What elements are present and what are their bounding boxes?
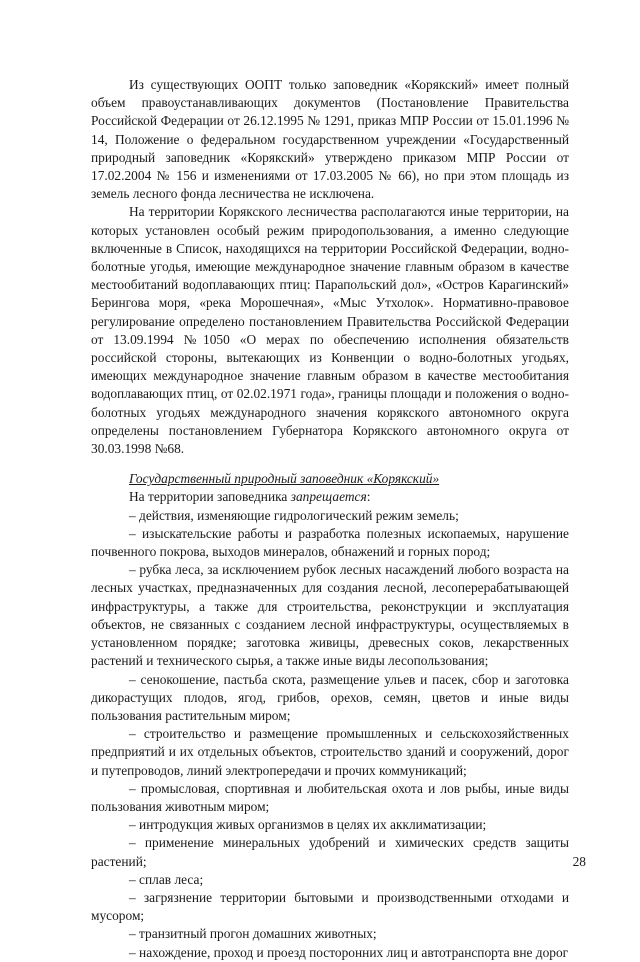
list-item: – сенокошение, пастьба скота, размещение ульев и пасек, сбор и заготовка дикорастущих плодов, ягод, грибов, орехов, семян, цветов и иные виды пользования растительным миром; <box>91 671 569 723</box>
prohibitions-list <box>91 507 569 962</box>
list-item: – применение минеральных удобрений и химических средств защиты растений; <box>91 835 569 869</box>
list-item: – рубка леса, за исключением рубок лесных насаждений любого возраста на лесных участках, предназначенных для создания лесной, лесоперерабатывающей инфраструктуры, а также для строительства, реконструкции и эксплуатация объектов, не связанных с созданием лесной инфраструктуры, осуществляемых в установленном порядке; заготовка живицы, древесных соков, лекарственных растений и технического сырья, а также иные виды лесопользования; <box>91 562 569 669</box>
page-number: 28 <box>572 854 586 869</box>
list-item: – транзитный прогон домашних животных; <box>129 926 377 942</box>
list-item: – нахождение, проход и проезд посторонних лиц и автотранспорта вне дорог <box>129 944 569 960</box>
list-item: – интродукция живых организмов в целях их акклиматизации; <box>129 817 487 833</box>
list-item: – сплав леса; <box>129 871 204 887</box>
paragraph-reserve-documents: Из существующих ООПТ только заповедник «Корякский» имеет полный объем правоустанавливающих документов (Постановление Правительства Российской Федерации от 26.12.1995 № 1291, приказ МПР России от 15.01.1996 № 14, Положение о федеральном государственном учреждении «Государственный природный заповедник «Корякский» утверждено приказом МПР России от 17.02.2004 № 156 и изменениями от 17.03.2005 № 66), но при этом площадь из земель лесного фонда лесничества не исключена. <box>91 77 569 202</box>
prohibitions-intro <box>91 488 569 506</box>
paragraph-wetlands: На территории Корякского лесничества располагаются иные территории, на которых установлен особый режим природопользования, а именно следующие включенные в Список, находящихся на территории Российской Федерации, водно-болотные угодья, имеющие международное значение главным образом в качестве местообитаний водоплавающих птиц: Парапольский дол», «Остров Карагинский» Берингова моря, «река Морошечная», «Мыс Утхолок». Нормативно-правовое регулирование определено постановлением Правительства Российской Федерации от 13.09.1994 №1050 «О мерах по обеспечению исполнения обязательств российской стороны, вытекающих из Конвенции о водно-болотных угодьях, имеющих международное значение главным образом в качестве местообитания водоплавающих птиц, от 02.02.1971 года», границы площади и положения о водно-болотных угодьях международного значения корякского автономного округа определены постановлением Губернатора Корякского автономного округа от 30.03.1998 №68. <box>91 204 569 457</box>
section-heading: Государственный природный заповедник «Корякский» <box>129 471 440 487</box>
intro-prefix: На территории заповедника <box>129 489 291 505</box>
list-item: – строительство и размещение промышленных и сельскохозяйственных предприятий и их отдельных объектов, строительство зданий и сооружений, дорог и путепроводов, линий электропередачи и прочих коммуникаций; <box>91 726 569 778</box>
intro-emphasis: запрещается <box>290 489 367 505</box>
intro-suffix: : <box>366 489 371 505</box>
list-item: – загрязнение территории бытовыми и производственными отходами и мусором; <box>91 889 569 924</box>
list-item: – действия, изменяющие гидрологический режим земель; <box>129 507 459 523</box>
list-item: – изыскательские работы и разработка полезных ископаемых, нарушение почвенного покрова, выходов минералов, обнажений и горных пород; <box>91 525 569 560</box>
document-page <box>91 76 569 962</box>
list-item: – промысловая, спортивная и любительская охота и лов рыбы, иные виды пользования животным миром; <box>91 780 569 814</box>
